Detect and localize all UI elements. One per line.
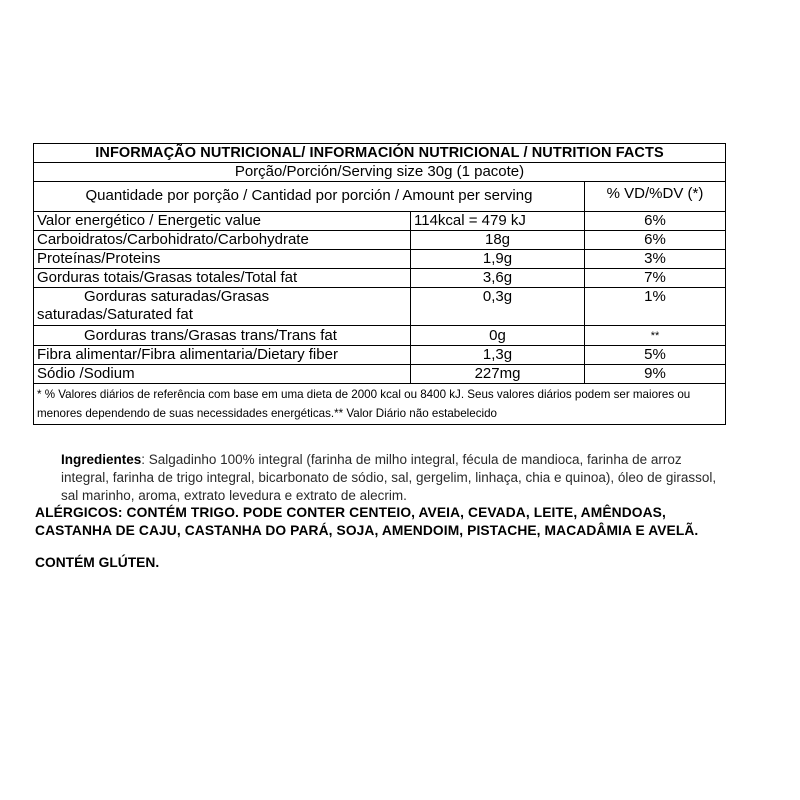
table-row: [34, 346, 725, 365]
nutrient-label-line2: saturadas/Saturated fat: [37, 306, 193, 323]
ingredients-label: Ingredientes: [61, 452, 142, 467]
nutrient-dv: **: [584, 326, 725, 345]
nutrient-label: Carboidratos/Carbohidrato/Carbohydrate: [37, 231, 309, 248]
nutrient-amount: 114kcal = 479 kJ: [410, 212, 584, 230]
table-title-row: [34, 144, 725, 163]
nutrient-amount: 0,3g: [410, 288, 584, 325]
ingredients-text: : Salgadinho 100% integral (farinha de milho integral, fécula de mandioca, farinha de arroz integral, farinha de trigo integral, bicarbonato de sódio, sal, gergelim, linhaça, chia e quinoa), óleo de girassol, sal marinho, aroma, extrato levedura e extrato de alecrim.: [61, 452, 717, 503]
header-dv: % VD/%DV (*): [584, 182, 725, 211]
allergens-statement: ALÉRGICOS: CONTÉM TRIGO. PODE CONTER CENTEIO, AVEIA, CEVADA, LEITE, AMÊNDOAS, CASTANHA DE CAJU, CASTANHA DO PARÁ, SOJA, AMENDOIM, PISTACHE, MACADÂMIA E AVELÃ.: [35, 505, 699, 538]
nutrient-amount: 1,3g: [410, 346, 584, 364]
nutrient-label-line1: Gorduras saturadas/Grasas: [84, 288, 270, 305]
table-row: [34, 250, 725, 269]
ingredients-paragraph: [61, 451, 733, 505]
nutrient-label: Sódio /Sodium: [37, 365, 135, 382]
table-row: [34, 212, 725, 231]
nutrient-label: Proteínas/Proteins: [37, 250, 161, 267]
nutrient-dv: 7%: [584, 269, 725, 287]
nutrient-dv: 1%: [584, 288, 725, 325]
nutrient-label: [37, 288, 407, 325]
nutrient-amount: 3,6g: [410, 269, 584, 287]
table-row: [34, 326, 725, 346]
header-row: [34, 182, 725, 212]
nutrient-amount: 1,9g: [410, 250, 584, 268]
nutrient-dv: 9%: [584, 365, 725, 383]
table-title: INFORMAÇÃO NUTRICIONAL/ INFORMACIÓN NUTRICIONAL / NUTRITION FACTS: [95, 145, 664, 161]
gluten-statement: CONTÉM GLÚTEN.: [35, 555, 160, 570]
table-row: [34, 288, 725, 326]
nutrient-amount: 0g: [410, 326, 584, 345]
nutrient-dv: 6%: [584, 212, 725, 230]
nutrient-dv: 6%: [584, 231, 725, 249]
nutrient-label: Fibra alimentar/Fibra alimentaria/Dietary fiber: [37, 346, 338, 363]
serving-row: [34, 163, 725, 182]
nutrient-dv: 3%: [584, 250, 725, 268]
table-row: [34, 231, 725, 250]
header-amount: Quantidade por porção / Cantidad por porción / Amount per serving: [85, 187, 533, 204]
serving-size: Porção/Porción/Serving size 30g (1 pacote): [234, 163, 525, 180]
nutrient-label: Valor energético / Energetic value: [37, 212, 262, 229]
nutrient-label: Gorduras totais/Grasas totales/Total fat: [37, 269, 298, 286]
nutrient-amount: 18g: [410, 231, 584, 249]
table-row: [34, 365, 725, 384]
table-footnote: * % Valores diários de referência com base em uma dieta de 2000 kcal ou 8400 kJ. Seus valores diários podem ser maiores ou menores dependendo de suas necessidades energéticas.** Valor Diário não estabelecido: [37, 388, 691, 420]
nutrition-facts-table: [33, 143, 726, 425]
nutrient-label: Gorduras trans/Grasas trans/Trans fat: [84, 327, 337, 344]
table-row: [34, 269, 725, 288]
nutrient-amount: 227mg: [410, 365, 584, 383]
nutrient-dv: 5%: [584, 346, 725, 364]
